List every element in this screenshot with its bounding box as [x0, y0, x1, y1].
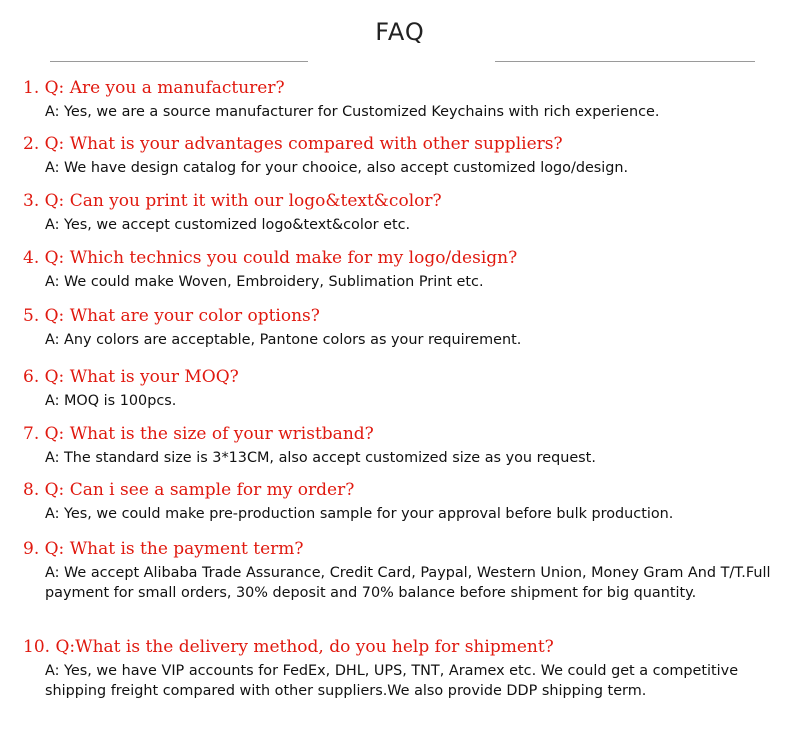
faq-question: 7. Q: What is the size of your wristband?: [23, 424, 374, 444]
faq-question: 4. Q: Which technics you could make for my logo/design?: [23, 248, 518, 268]
faq-answer: A: Yes, we accept customized logo&text&color etc.: [45, 217, 411, 233]
faq-answer: A: The standard size is 3*13CM, also accept customized size as you request.: [45, 450, 596, 466]
faq-question: 9. Q: What is the payment term?: [23, 539, 304, 559]
faq-question: 10. Q:What is the delivery method, do you help for shipment?: [23, 637, 554, 657]
page-title: FAQ: [375, 18, 425, 46]
faq-question: 3. Q: Can you print it with our logo&text&color?: [23, 191, 442, 211]
faq-answer: A: We accept Alibaba Trade Assurance, Credit Card, Paypal, Western Union, Money Gram And T/T.Full payment for small orders, 30% deposit and 70% balance before shipment for big quantity.: [45, 565, 771, 601]
faq-answer: A: We could make Woven, Embroidery, Sublimation Print etc.: [45, 274, 484, 290]
faq-question: 5. Q: What are your color options?: [23, 306, 320, 326]
faq-answer: A: Yes, we are a source manufacturer for Customized Keychains with rich experience.: [45, 104, 660, 120]
faq-answer: A: Yes, we have VIP accounts for FedEx, DHL, UPS, TNT, Aramex etc. We could get a competitive shipping freight compared with other suppliers.We also provide DDP shipping term.: [45, 663, 739, 699]
title-divider-right: [495, 61, 755, 62]
faq-header: [0, 0, 800, 70]
faq-answer: A: MOQ is 100pcs.: [45, 393, 177, 409]
faq-answer: A: Any colors are acceptable, Pantone colors as your requirement.: [45, 332, 522, 348]
faq-question: 6. Q: What is your MOQ?: [23, 367, 239, 387]
title-divider-left: [50, 61, 308, 62]
faq-answer: A: Yes, we could make pre-production sample for your approval before bulk production.: [45, 506, 674, 522]
faq-question: 8. Q: Can i see a sample for my order?: [23, 480, 355, 500]
faq-answer: A: We have design catalog for your chooice, also accept customized logo/design.: [45, 160, 629, 176]
faq-question: 1. Q: Are you a manufacturer?: [23, 78, 285, 98]
faq-question: 2. Q: What is your advantages compared with other suppliers?: [23, 134, 563, 154]
